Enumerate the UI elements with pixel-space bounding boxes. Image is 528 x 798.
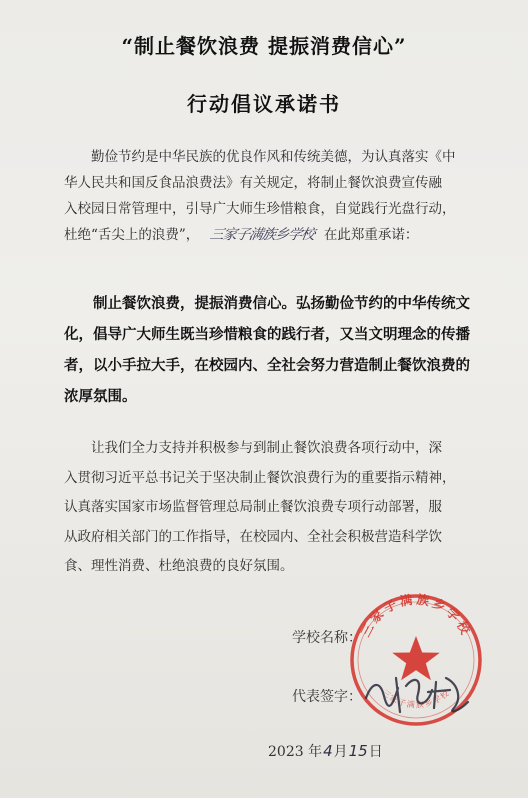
paragraph-3-line: 入贯彻习近平总书记关于坚决制止餐饮浪费行为的重要指示精神， (64, 469, 456, 486)
date-day-label: 日 (368, 744, 383, 760)
handwritten-school-name: 三家子满族乡学校 (208, 227, 316, 243)
paragraph-3-line: 食、理性消费、杜绝浪费的良好氛围。 (64, 558, 294, 574)
date-month: 4 (323, 742, 333, 760)
school-name-label: 学校名称： (292, 630, 362, 646)
paragraph-1-tail: 在此郑重承诺： (323, 227, 419, 243)
paragraph-1-last-line (64, 222, 484, 248)
date-month-label: 月 (333, 744, 348, 760)
handwritten-signature (362, 668, 472, 716)
paragraph-1-line-text: 杜绝“舌尖上的浪费”， (64, 227, 200, 243)
paragraph-2-line: 者，以小手拉大手，在校园内、全社会努力营造制止餐饮浪费的 (64, 357, 470, 374)
date-day: 15 (348, 742, 368, 760)
paragraph-3-line: 认真落实国家市场监督管理总局制止餐饮浪费专项行动部署，服 (64, 499, 442, 515)
paragraph-3 (64, 434, 484, 582)
paragraph-1 (64, 144, 484, 248)
signature-label: 代表签字： (292, 689, 362, 705)
paragraph-2-line: 浓厚氛围。 (64, 388, 137, 405)
date-year: 2023 年 (268, 744, 323, 760)
paragraph-1-line: 华人民共和国反食品浪费法》有关规定，将制止餐饮浪费宣传融 (64, 175, 442, 191)
paragraph-2-line: 制止餐饮浪费，提振消费信心。弘扬勤俭节约的中华传统文 (64, 295, 470, 312)
paragraph-1-line: 勤俭节约是中华民族的优良作风和传统美德，为认真落实《中 (64, 149, 456, 165)
paragraph-2 (64, 288, 484, 412)
document-title: “制止餐饮浪费 提振消费信心” (121, 34, 407, 58)
paragraph-3-line: 让我们全力支持并积极参与到制止餐饮浪费各项行动中，深 (64, 440, 442, 456)
document-date (268, 741, 383, 761)
paragraph-2-line: 化，倡导广大师生既当珍惜粮食的践行者，又当文明理念的传播 (64, 326, 470, 343)
seal-arc-text: 三家子满族乡学校 (357, 591, 475, 640)
document-subtitle: 行动倡议承诺书 (187, 92, 341, 116)
paragraph-1-line: 入校园日常管理中，引导广大师生珍惜粮食，自觉践行光盘行动， (64, 201, 456, 217)
seal-lower-text: 三家子满族乡学校 (380, 687, 452, 710)
paragraph-3-line: 从政府相关部门的工作指导，在校园内、全社会积极营造科学饮 (64, 528, 442, 545)
